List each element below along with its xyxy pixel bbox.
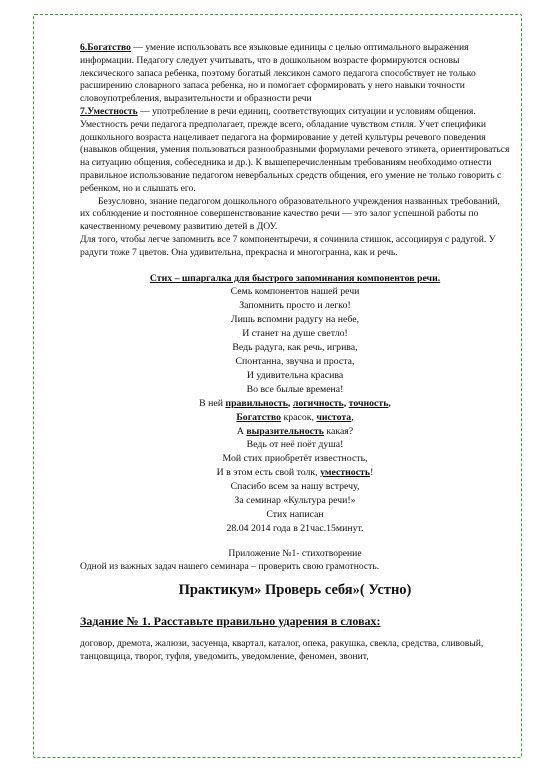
document-body xyxy=(80,42,510,663)
poem-keyword: чистота xyxy=(316,411,352,423)
poem-line xyxy=(80,411,510,425)
poem-text: какая? xyxy=(323,425,354,437)
section-7-title: 7.Уместность xyxy=(80,105,138,117)
poem-line: Ведь радуга, как речь, игрива, xyxy=(232,342,358,354)
poem-line: Во все былые времена! xyxy=(246,383,344,395)
poem-line: Спонтанна, звучна и проста, xyxy=(235,355,355,367)
section-7 xyxy=(80,106,510,196)
poem-text: , xyxy=(343,397,349,409)
section-6-text: — умение использовать все языковые единицы с целью оптимального выражения информации. Педагогу следует учитывать, что в дошкольном возрасте формируются основы лексического запаса ребенка, поэтому богатый лексикон самого педагога способствует не только расширению словарного запаса ребенка, но и помогает сформировать у него навыки точности словоупотребления, выразительности и образности речи xyxy=(80,42,476,105)
poem-text: , xyxy=(351,411,354,423)
poem-line: За семинар «Культура речи!» xyxy=(234,495,356,507)
poem-line: И удивительна красива xyxy=(246,369,344,381)
task-1-heading: Задание № 1. Расставьте правильно ударения в словах: xyxy=(80,614,381,629)
poem-text: ! xyxy=(370,467,374,479)
poem-text: красок, xyxy=(281,411,317,423)
poem-line xyxy=(80,425,510,439)
poem-line: И станет на душе светло! xyxy=(242,328,348,340)
poem xyxy=(80,272,510,536)
poem-text: , xyxy=(287,397,293,409)
task-1-words: договор, дремота, жалюзи, засуенца, квартал, каталог, опека, ракушка, свекла, средства, сливовый, танцовщица, творог, туфля, уведомить, уведомление, феномен, звонит, xyxy=(80,638,484,663)
poem-line: Лишь вспомни радугу на небе, xyxy=(230,314,360,326)
poem-line: Стих написан xyxy=(266,508,324,520)
poem-keyword: уместность xyxy=(320,467,371,479)
poem-line: Мой стих приобретёт известность, xyxy=(222,453,368,465)
poem-keyword: правильность xyxy=(225,397,288,409)
conclusion-paragraph: Безусловно, знание педагогом дошкольного образовательного учреждения названных требований, их соблюдение и постоянное совершенствование качество речи — это залог успешной работы по качественному речевому развитию детей в ДОУ. xyxy=(80,195,500,233)
section-6 xyxy=(80,42,510,106)
poem-line: Запомнить просто и легко! xyxy=(239,300,351,312)
section-6-title: 6.Богатство xyxy=(80,42,131,53)
poem-line: Семь компонентов нашей речи xyxy=(230,286,360,298)
poem-line: Спасибо всем за нашу встречу, xyxy=(230,481,360,493)
poem-text: И в этом есть свой толк, xyxy=(216,467,321,479)
poem-text: А xyxy=(236,425,247,437)
poem-line: Ведь от неё поёт душа! xyxy=(246,439,344,451)
appendix-task-line: Одной из важных задач нашего семинара – проверить свою грамотность. xyxy=(80,560,380,572)
poem-keyword: логичность xyxy=(292,397,344,409)
poem-line xyxy=(80,397,510,411)
poem-keyword: точность xyxy=(348,397,389,409)
rainbow-paragraph: Для того, чтобы легче запомнить все 7 компонентыречи, я сочинила стишок, ассоциируя с радугой. У радуги тоже 7 цветов. Она удивительна, прекрасна и многогранна, как и речь. xyxy=(80,233,496,258)
poem-line: 28.04 2014 года в 21час.15минут. xyxy=(226,522,364,534)
practicum-heading: Практикум» Проверь себя»( Устно) xyxy=(178,582,412,599)
poem-text: , xyxy=(388,397,391,409)
poem-keyword: Богатство xyxy=(236,411,282,423)
poem-title: Стих – шпаргалка для быстрого запоминания компонентов речи. xyxy=(149,272,441,284)
appendix-label: Приложение №1- стихотворение xyxy=(228,547,362,559)
poem-text: В ней xyxy=(199,397,226,409)
poem-keyword: выразительность xyxy=(246,425,324,437)
poem-line xyxy=(80,466,510,480)
section-7-text: — употребление в речи единиц, соответствующих ситуации и условиям общения. Уместность речи педагога предполагает, прежде всего, обладание чувством стиля. Учет специфики дошкольного возраста нацеливает педагога на формирование у детей культуры речевого поведения (навыков общения, умения пользоваться разнообразными формулами речевого этикета, ориентироваться на ситуацию общения, собеседника и др.). К вышеперечисленным требованиям необходимо отнести правильное использование педагогом невербальных средств общения, его умение не только говорить с ребенком, но и слышать его. xyxy=(80,105,510,194)
